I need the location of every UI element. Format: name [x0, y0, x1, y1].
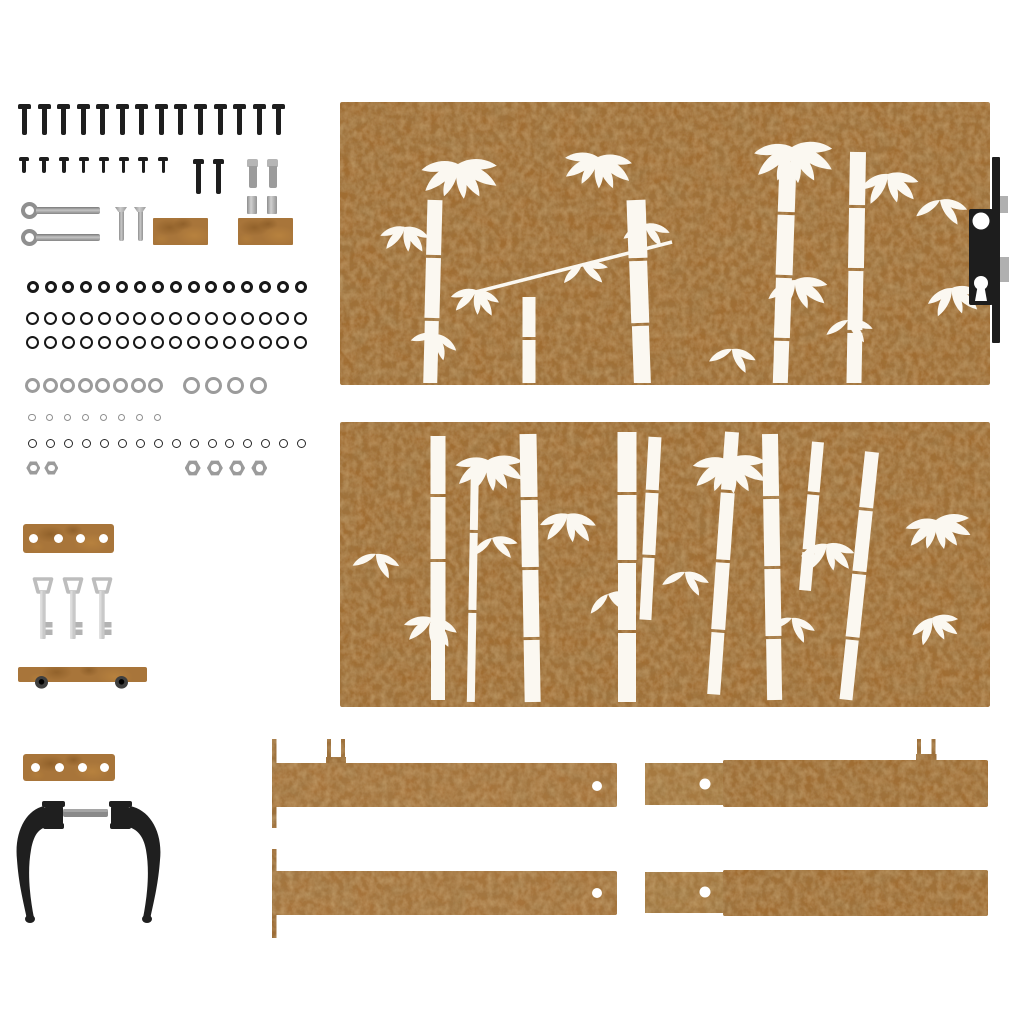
long-screw: [38, 104, 51, 135]
washer-gray-large: [113, 378, 128, 393]
washer-gray-small: [46, 414, 54, 422]
washer-gray-small: [154, 414, 162, 422]
long-screw: [214, 104, 227, 135]
washer-gray-large: [148, 378, 163, 393]
short-screw: [99, 157, 109, 173]
gate-key: [90, 577, 114, 641]
washer-gray-large: [60, 378, 75, 393]
socket-head-bolt: [247, 159, 258, 188]
corten-spacer-block: [153, 218, 208, 245]
washer-dark: [223, 312, 236, 325]
medium-screw: [193, 159, 204, 194]
locknut-dark: [116, 281, 128, 293]
washer-gray-large: [25, 378, 40, 393]
long-screw: [18, 104, 31, 135]
hex-nut-gray-small: [44, 461, 58, 475]
ring-dark-small: [297, 439, 306, 448]
ring-dark-small: [261, 439, 270, 448]
locknut-dark: [98, 281, 110, 293]
short-screw: [19, 157, 29, 173]
washer-gray-xl: [227, 377, 244, 394]
drill-hole: [100, 763, 109, 772]
washer-dark: [151, 312, 164, 325]
locknut-dark: [277, 281, 289, 293]
long-screw: [272, 104, 285, 135]
drill-hole: [78, 763, 87, 772]
ring-dark-small: [64, 439, 73, 448]
locknut-dark: [27, 281, 39, 293]
corten-spacer-block: [238, 218, 293, 245]
hex-nut-gray-large: [229, 460, 245, 476]
washer-dark: [187, 312, 200, 325]
drill-hole: [76, 534, 85, 543]
drill-hole: [54, 534, 63, 543]
washer-dark: [80, 336, 93, 349]
washer-dark: [26, 336, 39, 349]
washer-dark: [26, 312, 39, 325]
washer-gray-large: [131, 378, 146, 393]
washer-dark: [241, 312, 254, 325]
ring-dark-small: [118, 439, 127, 448]
washer-gray-xl: [183, 377, 200, 394]
gate-key: [61, 577, 85, 641]
locknut-dark: [205, 281, 217, 293]
medium-screw: [213, 159, 224, 194]
long-screw: [57, 104, 70, 135]
washer-dark: [259, 336, 272, 349]
washer-dark: [151, 336, 164, 349]
countersunk-bolt: [115, 207, 127, 241]
short-screw: [119, 157, 129, 173]
ring-dark-small: [243, 439, 252, 448]
short-screw: [39, 157, 49, 173]
locknut-dark: [62, 281, 74, 293]
pin-foot: [35, 676, 48, 689]
washer-dark: [276, 312, 289, 325]
washer-dark: [116, 336, 129, 349]
ring-dark-small: [172, 439, 181, 448]
washer-gray-small: [100, 414, 108, 422]
short-screw: [79, 157, 89, 173]
long-screw: [155, 104, 168, 135]
washer-gray-xl: [205, 377, 222, 394]
locknut-dark: [241, 281, 253, 293]
ring-dark-small: [82, 439, 91, 448]
washer-dark: [62, 312, 75, 325]
washer-dark: [294, 312, 307, 325]
hex-nut-gray-large: [207, 460, 223, 476]
short-screw: [158, 157, 168, 173]
drill-hole: [99, 534, 108, 543]
washer-gray-small: [136, 414, 144, 422]
washer-dark: [205, 336, 218, 349]
drill-hole: [31, 763, 40, 772]
ring-dark-small: [28, 439, 37, 448]
countersunk-bolt: [134, 207, 146, 241]
drilled-flat-bar: [23, 754, 115, 781]
washer-dark: [187, 336, 200, 349]
washer-gray-small: [28, 414, 36, 422]
washer-dark: [116, 312, 129, 325]
locknut-dark: [170, 281, 182, 293]
washer-gray-large: [95, 378, 110, 393]
hex-nut-gray-large: [185, 460, 201, 476]
drill-hole: [55, 763, 64, 772]
drilled-flat-bar: [23, 524, 114, 553]
ring-dark-small: [154, 439, 163, 448]
washer-dark: [98, 312, 111, 325]
washer-gray-xl: [250, 377, 267, 394]
ring-dark-small: [279, 439, 288, 448]
pin-foot: [115, 676, 128, 689]
washer-dark: [80, 312, 93, 325]
washer-dark: [44, 312, 57, 325]
washer-dark: [133, 312, 146, 325]
eye-bolt: [21, 202, 107, 219]
locknut-dark: [80, 281, 92, 293]
eye-bolt: [21, 229, 107, 246]
washer-gray-large: [43, 378, 58, 393]
washer-dark: [169, 312, 182, 325]
drill-hole: [29, 534, 38, 543]
gate-key: [31, 577, 55, 641]
locknut-dark: [188, 281, 200, 293]
washer-dark: [98, 336, 111, 349]
long-screw: [135, 104, 148, 135]
washer-dark: [169, 336, 182, 349]
washer-dark: [241, 336, 254, 349]
short-screw: [138, 157, 148, 173]
locknut-dark: [134, 281, 146, 293]
ring-dark-small: [100, 439, 109, 448]
hex-nut-gray-small: [26, 461, 40, 475]
locknut-dark: [259, 281, 271, 293]
long-screw: [174, 104, 187, 135]
washer-dark: [62, 336, 75, 349]
washer-dark: [133, 336, 146, 349]
washer-dark: [294, 336, 307, 349]
washer-dark: [259, 312, 272, 325]
long-screw: [233, 104, 246, 135]
ring-dark-small: [208, 439, 217, 448]
ring-dark-small: [46, 439, 55, 448]
washer-dark: [205, 312, 218, 325]
long-screw: [116, 104, 129, 135]
ring-dark-small: [190, 439, 199, 448]
long-screw: [96, 104, 109, 135]
spacer-sleeve: [247, 196, 257, 214]
washer-gray-large: [78, 378, 93, 393]
ring-dark-small: [136, 439, 145, 448]
locknut-dark: [45, 281, 57, 293]
spacer-sleeve: [267, 196, 277, 214]
long-screw: [77, 104, 90, 135]
washer-gray-small: [118, 414, 126, 422]
short-screw: [59, 157, 69, 173]
locknut-dark: [152, 281, 164, 293]
long-screw: [194, 104, 207, 135]
long-screw: [253, 104, 266, 135]
washer-dark: [44, 336, 57, 349]
mounting-bar: [18, 667, 147, 682]
locknut-dark: [295, 281, 307, 293]
washer-dark: [276, 336, 289, 349]
socket-head-bolt: [267, 159, 278, 188]
washer-gray-small: [64, 414, 72, 422]
ring-dark-small: [225, 439, 234, 448]
washer-dark: [223, 336, 236, 349]
locknut-dark: [223, 281, 235, 293]
hex-nut-gray-large: [251, 460, 267, 476]
washer-gray-small: [82, 414, 90, 422]
